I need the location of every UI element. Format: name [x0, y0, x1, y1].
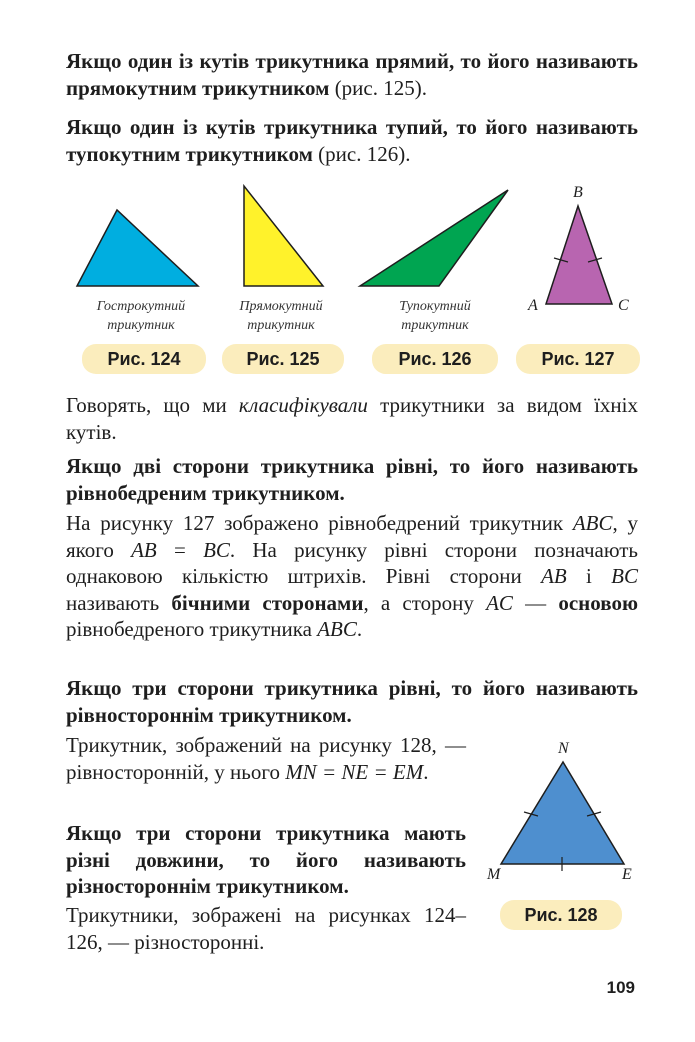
- math-formula: MN = NE = EM: [285, 759, 424, 784]
- equals-sign: =: [156, 537, 204, 562]
- text: На рисунку 127 зображено рівнобедрений трикутник: [66, 511, 573, 535]
- text: і: [566, 564, 612, 588]
- vertex-e: E: [622, 866, 632, 883]
- text: Говорять, що ми: [66, 393, 239, 417]
- fig125-label: [214, 297, 348, 335]
- caption-fig125: Рис. 125: [222, 344, 344, 374]
- definition-isosceles-triangle: Якщо дві сторони трикутника рівні, то його називають рівнобедреним трикутником.: [66, 454, 638, 505]
- figure-reference: (рис. 125).: [329, 75, 427, 100]
- isosceles-explanation: [66, 510, 638, 643]
- figure-reference: (рис. 126).: [312, 141, 411, 166]
- math-ac: AC: [486, 590, 513, 615]
- obtuse-triangle: [360, 190, 508, 286]
- vertex-a: A: [528, 297, 538, 314]
- right-triangle: [244, 186, 323, 286]
- math-abc: ABC: [317, 617, 357, 641]
- fig124-label-line2: трикутник: [107, 318, 175, 333]
- definition-equilateral-triangle: Якщо три сторони трикутника рівні, то його називають рівностороннім трикутником.: [66, 676, 638, 727]
- vertex-m: M: [487, 866, 501, 883]
- caption-fig128: Рис. 128: [500, 900, 622, 930]
- classification-paragraph: [66, 392, 638, 445]
- fig126-label: [368, 297, 502, 335]
- fig126-label-line1: Тупокутний: [399, 299, 471, 314]
- fig125-label-line2: трикутник: [247, 318, 315, 333]
- term-base: основою: [558, 590, 638, 615]
- vertex-n: N: [558, 740, 569, 757]
- text: . На рисунку рівні сторони позначають однаковою кількістю штрихів. Рівні сторони: [66, 537, 639, 588]
- fig126-label-line2: трикутник: [401, 318, 469, 333]
- definition-text: Якщо один із кутів трикутника прямий, то його називають прямокутним трикутником: [66, 49, 638, 100]
- italic-term: класифікували: [238, 393, 368, 417]
- math-bc: BC: [203, 537, 230, 562]
- page-number: 109: [606, 978, 635, 997]
- math-abc: ABC: [572, 511, 613, 535]
- text: трикутники за видом їхніх кутів.: [66, 393, 638, 444]
- text: , у якого: [66, 511, 638, 562]
- definition-scalene-triangle: Якщо три сторони трикутника мають різні довжини, то його називають різностороннім трикутником.: [66, 821, 466, 898]
- text: .: [356, 617, 363, 641]
- acute-triangle: [77, 210, 198, 286]
- math-ab: AB: [541, 564, 567, 588]
- text: —: [512, 590, 559, 615]
- fig124-label-line1: Гострокутний: [96, 299, 186, 314]
- equilateral-triangle: [501, 762, 624, 864]
- text: , а сторону: [363, 590, 487, 615]
- text: називають: [66, 590, 172, 615]
- text: .: [423, 759, 429, 784]
- vertex-c: C: [618, 297, 629, 314]
- vertex-b: B: [573, 184, 583, 201]
- fig125-label-line1: Прямокутний: [239, 299, 323, 314]
- definition-text: Якщо один із кутів трикутника тупий, то його називають тупокутним трикутником: [66, 115, 638, 166]
- isosceles-triangle: [546, 206, 612, 304]
- scalene-explanation: Трикутники, зображені на рисунках 124–126, — різносторонні.: [66, 903, 466, 954]
- equilateral-explanation: [66, 732, 466, 785]
- caption-fig124: Рис. 124: [82, 344, 206, 374]
- text: рівнобедреного трикутника: [66, 617, 318, 641]
- term-lateral-sides: бічними сторонами: [171, 590, 364, 615]
- fig124-label: [74, 297, 208, 335]
- caption-fig126: Рис. 126: [372, 344, 498, 374]
- text: Трикутник, зображений на рисунку 128, — рівносторонній, у нього: [66, 733, 466, 784]
- caption-fig127: Рис. 127: [516, 344, 640, 374]
- math-ab: AB: [131, 537, 157, 562]
- math-bc: BC: [611, 564, 638, 588]
